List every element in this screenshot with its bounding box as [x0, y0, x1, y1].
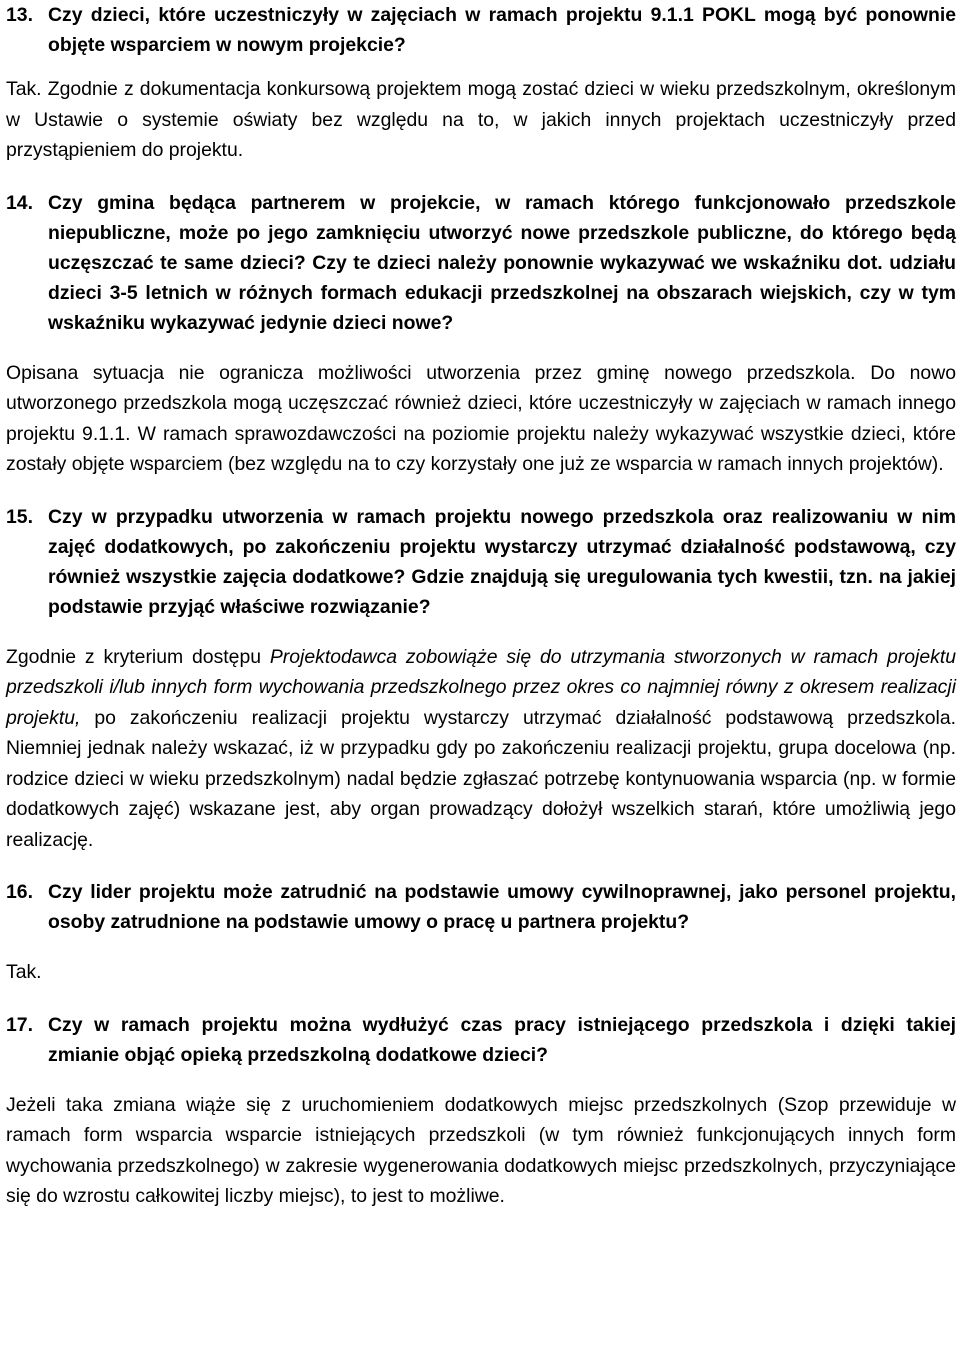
- answer-15: [6, 642, 956, 856]
- answer-17: Jeżeli taka zmiana wiąże się z uruchomieniem dodatkowych miejsc przedszkolnych (Szop przewiduje w ramach form wsparcia wsparcie istniejących przedszkoli (w tym również funkcjonujących innych form wychowania przedszkolnego) w zakresie wygenerowania dodatkowych miejsc przedszkolnych, przyczyniające się do wzrostu całkowitej liczby miejsc), to jest to możliwe.: [6, 1093, 956, 1207]
- question-text: Czy w ramach projektu można wydłużyć czas pracy istniejącego przedszkola i dzięki takiej zmianie objąć opieką przedszkolną dodatkowe dzieci?: [48, 1013, 956, 1066]
- question-16: [6, 877, 956, 937]
- question-17: [6, 1010, 956, 1070]
- answer-13: [6, 74, 956, 166]
- question-number: 14.: [6, 191, 33, 214]
- question-number: 17.: [6, 1013, 33, 1036]
- question-number: 13.: [6, 4, 33, 26]
- question-number: 15.: [6, 505, 33, 528]
- question-number: 16.: [6, 881, 33, 903]
- answer-14: Opisana sytuacja nie ogranicza możliwości utworzenia przez gminę nowego przedszkola. Do nowo utworzonego przedszkola mogą uczęszczać również dzieci, które uczestniczyły w zajęciach w ramach innego projektu 9.1.1. W ramach sprawozdawczości na poziomie projektu należy wykazywać wszystkie dzieci, które zostały objęte wsparciem (bez względu na to czy korzystały one już ze wsparcia w ramach innych projektów).: [6, 361, 956, 475]
- question-text: Czy w przypadku utworzenia w ramach projektu nowego przedszkola oraz realizowaniu w nim zajęć dodatkowych, po zakończeniu projektu wystarczy utrzymać działalność podstawową, czy również wszystkie zajęcia dodatkowe? Gdzie znajdują się uregulowania tych kwestii, tzn. na jakiej podstawie przyjąć właściwe rozwiązanie?: [48, 505, 956, 618]
- answer-text: Zgodnie z dokumentacja konkursową projektem mogą zostać dzieci w wieku przedszkolnym, określonym w Ustawie o systemie oświaty bez względu na to, w jakich innych projektach uczestniczyły przed przystąpieniem do projektu.: [6, 78, 957, 161]
- question-13: [6, 0, 956, 60]
- question-text: Czy gmina będąca partnerem w projekcie, w ramach którego funkcjonowało przedszkole niepubliczne, może po jego zamknięciu utworzyć nowe przedszkole publiczne, do którego będą uczęszczać te same dzieci? Czy te dzieci należy ponownie wykazywać we wskaźniku dot. udziału dzieci 3-5 letnich w różnych formach edukacji przedszkolnej na obszarach wiejskich, czy w tym wskaźniku wykazywać jedynie dzieci nowe?: [48, 191, 956, 334]
- question-14: [6, 188, 956, 338]
- answer-lead: Tak.: [6, 78, 42, 100]
- question-text: Czy lider projektu może zatrudnić na podstawie umowy cywilnoprawnej, jako personel projektu, osoby zatrudnione na podstawie umowy o pracę u partnera projektu?: [48, 881, 956, 933]
- answer-text: po zakończeniu realizacji projektu wystarczy utrzymać działalność podstawową przedszkola. Niemniej jednak należy wskazać, iż w przypadku gdy po zakończeniu realizacji projektu, grupa docelowa (np. rodzice dzieci w wieku przedszkolnym) nadal będzie zgłaszać potrzebę kontynuowania wsparcia (np. w formie dodatkowych zajęć) wskazane jest, aby organ prowadzący dołożył wszelkich starań, które umożliwią jego realizację.: [6, 706, 957, 851]
- answer-16: Tak.: [6, 961, 42, 983]
- answer-criterion-quote: Projektodawca zobowiąże się do utrzymania stworzonych w ramach projektu przedszkoli i/lub innych form wychowania przedszkolnego przez okres co najmniej równy z okresem realizacji projektu,: [6, 645, 956, 729]
- document-page: [6, 0, 956, 1212]
- question-15: [6, 502, 956, 622]
- question-text: Czy dzieci, które uczestniczyły w zajęciach w ramach projektu 9.1.1 POKL mogą być ponownie objęte wsparciem w nowym projekcie?: [48, 4, 956, 56]
- answer-lead: Zgodnie z kryterium dostępu: [6, 645, 262, 668]
